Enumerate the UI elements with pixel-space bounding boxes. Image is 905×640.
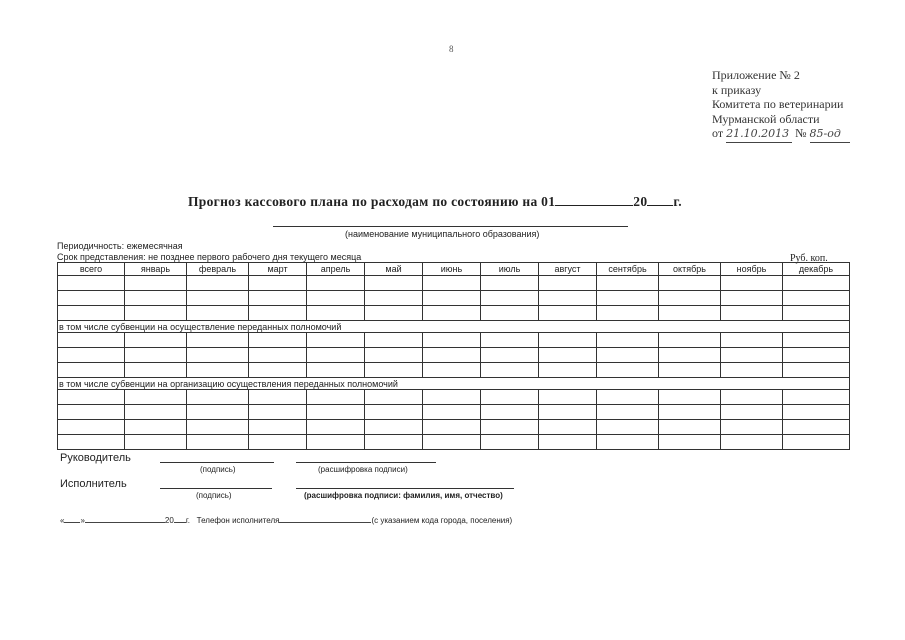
head-decode-line (296, 462, 436, 463)
page-number: 8 (449, 44, 454, 54)
handwritten-number: 85-од (810, 127, 850, 143)
table-row (58, 291, 850, 306)
table-row (58, 405, 850, 420)
header-total: всего (58, 263, 125, 276)
table-row (58, 306, 850, 321)
header-november: ноябрь (721, 263, 783, 276)
footer-line (60, 514, 512, 525)
table-row (58, 363, 850, 378)
executor-decode-caption: (расшифровка подписи: фамилия, имя, отчество) (304, 491, 503, 500)
municipality-caption: (наименование муниципального образования) (345, 229, 540, 239)
appendix-line-4: Мурманской области (712, 111, 820, 126)
footer-quote-close: » (80, 516, 85, 525)
executor-sign-caption: (подпись) (196, 491, 232, 500)
table-header-row (58, 263, 850, 276)
header-may: май (365, 263, 423, 276)
footer-phone-note: (с указанием кода города, поселения) (371, 516, 513, 525)
cash-plan-table (57, 262, 850, 450)
document-title (188, 194, 682, 210)
table-row (58, 420, 850, 435)
title-day-blank (555, 194, 633, 206)
number-label: № (795, 126, 807, 140)
appendix-line-1: Приложение № 2 (712, 68, 800, 82)
header-august: август (539, 263, 597, 276)
periodicity: Периодичность: ежемесячная (57, 241, 183, 251)
header-september: сентябрь (597, 263, 659, 276)
currency-label: Руб. коп. (790, 253, 828, 264)
footer-year-prefix: 20 (164, 516, 174, 525)
handwritten-date: 21.10.2013 (726, 127, 792, 143)
header-june: июнь (423, 263, 481, 276)
title-year-blank (647, 194, 673, 206)
header-february: февраль (187, 263, 249, 276)
appendix-block (712, 68, 850, 143)
table-row (58, 435, 850, 450)
appendix-line-3: Комитета по ветеринарии (712, 97, 844, 111)
table-row (58, 333, 850, 348)
deadline: Срок представления: не позднее первого рабочего дня текущего месяца (57, 252, 362, 262)
table-row (58, 390, 850, 405)
header-december: декабрь (783, 263, 850, 276)
table-row (58, 276, 850, 291)
section-label-2: в том числе субвенции на организацию осуществления переданных полномочий (58, 378, 850, 390)
section-row-1 (58, 321, 850, 333)
header-october: октябрь (659, 263, 721, 276)
footer-day-blank (64, 514, 80, 523)
table-row (58, 348, 850, 363)
appendix-date-line (712, 126, 850, 143)
appendix-line-2: к приказу (712, 82, 762, 97)
executor-label: Исполнитель (60, 478, 127, 490)
head-signature-line (160, 462, 274, 463)
municipality-line (273, 226, 628, 227)
header-march: март (249, 263, 307, 276)
header-january: январь (125, 263, 187, 276)
footer-month-blank (85, 514, 165, 523)
head-decode-caption: (расшифровка подписи) (318, 465, 408, 474)
title-suffix: г. (673, 194, 682, 209)
footer-phone-blank (279, 514, 371, 523)
footer-phone-label: Телефон исполнителя (196, 516, 280, 525)
section-label-1: в том числе субвенции на осуществление переданных полномочий (58, 321, 850, 333)
title-prefix: Прогноз кассового плана по расходам по состоянию на 01 (188, 194, 556, 209)
head-label: Руководитель (60, 452, 131, 464)
executor-signature-line (160, 488, 272, 489)
section-row-2 (58, 378, 850, 390)
from-label: от (712, 126, 724, 140)
footer-year-blank (174, 514, 186, 523)
header-april: апрель (307, 263, 365, 276)
footer-year-suffix: г. (185, 516, 190, 525)
footer-quote-open: « (60, 516, 65, 525)
title-year-prefix: 20 (633, 194, 648, 209)
executor-decode-line (296, 488, 514, 489)
header-july: июль (481, 263, 539, 276)
head-sign-caption: (подпись) (200, 465, 236, 474)
